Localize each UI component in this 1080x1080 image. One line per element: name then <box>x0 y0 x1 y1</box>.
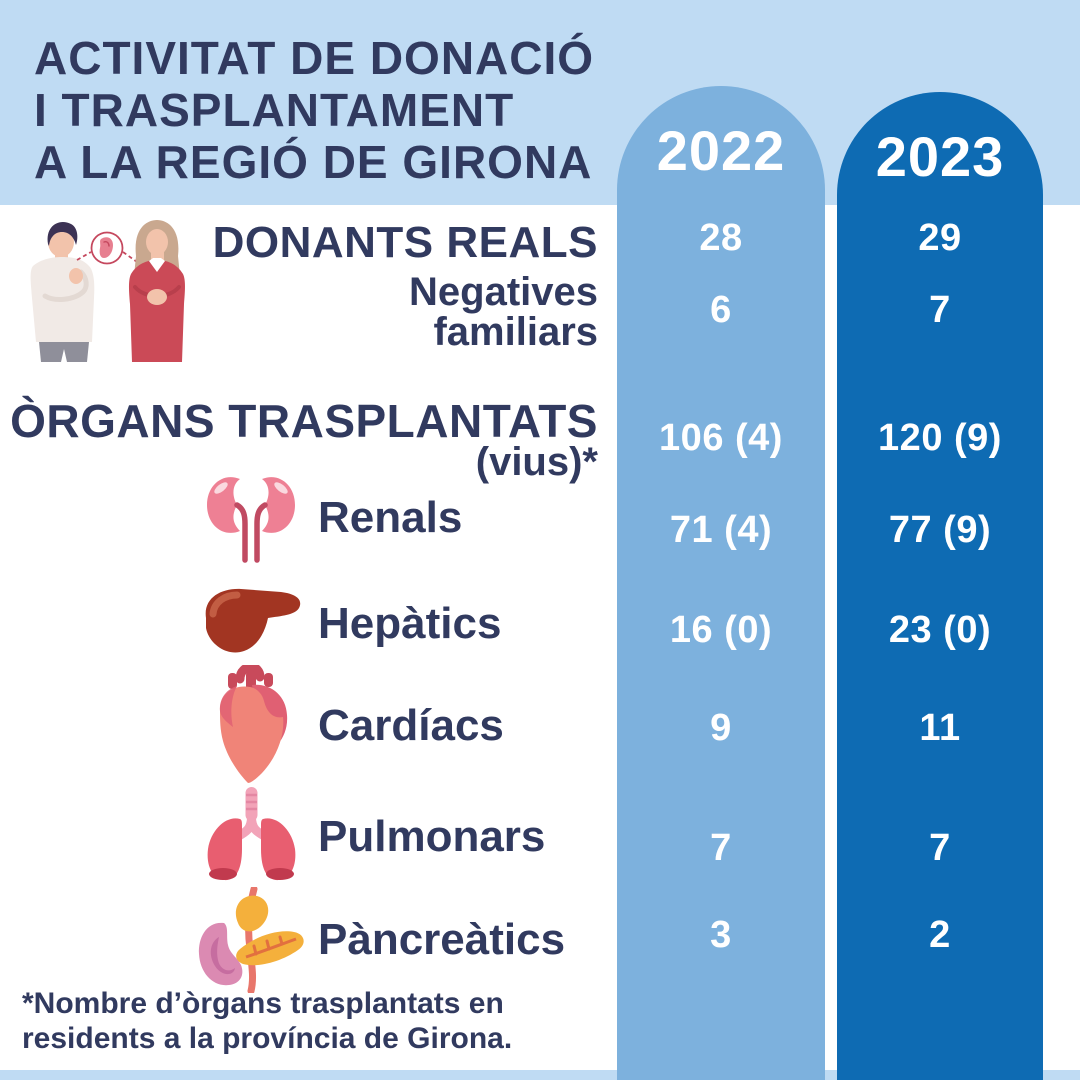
value-2022-renals: 71 (4) <box>669 509 773 551</box>
donated-organ-icon <box>77 233 137 264</box>
value-2022-hepatics: 16 (0) <box>669 609 773 651</box>
label-organs-trasplantats: ÒRGANS TRASPLANTATS <box>10 395 598 447</box>
footnote-line-2: residents a la província de Girona. <box>22 1022 513 1055</box>
lungs-icon <box>199 787 304 887</box>
donors-people-icon <box>15 212 201 362</box>
kidneys-icon <box>201 472 301 564</box>
organ-row-cardiacs <box>190 664 504 788</box>
title-line-3: A LA REGIÓ DE GIRONA <box>34 136 593 188</box>
value-2022-cardiacs: 9 <box>710 707 732 749</box>
page-title <box>34 32 594 188</box>
value-2022-negatives-familiars: 6 <box>710 289 732 331</box>
value-2022-pancreatics: 3 <box>710 914 732 956</box>
value-2023-hepatics: 23 (0) <box>888 609 992 651</box>
column-2023-header: 2023 <box>875 125 1005 188</box>
value-2023-donants-reals: 29 <box>918 217 962 259</box>
organ-label-pancreatics: Pàncreàtics <box>318 915 566 964</box>
label-negatives-line1: Negatives <box>409 270 598 314</box>
organ-label-hepatics: Hepàtics <box>318 599 502 648</box>
value-2022-pulmonars: 7 <box>710 827 732 869</box>
label-negatives-line2: familiars <box>433 310 598 354</box>
title-line-1: ACTIVITAT DE DONACIÓ <box>34 32 595 84</box>
label-negatives-familiars <box>409 272 598 352</box>
title-line-2: I TRASPLANTAMENT <box>34 84 515 136</box>
value-2022-donants-reals: 28 <box>699 217 743 259</box>
heart-icon <box>204 665 299 787</box>
organ-label-cardiacs: Cardíacs <box>318 701 504 750</box>
organ-row-renals <box>190 470 462 566</box>
footnote-line-1: *Nombre d’òrgans trasplantats en <box>22 987 504 1020</box>
pancreas-icon <box>194 887 309 993</box>
value-2023-pulmonars: 7 <box>929 827 951 869</box>
label-vius: (vius)* <box>475 440 598 484</box>
organ-row-pancreatics <box>190 886 565 994</box>
organ-row-hepatics <box>190 582 501 666</box>
column-2022-header: 2022 <box>656 119 786 182</box>
organ-row-pulmonars <box>190 786 545 888</box>
value-2023-cardiacs: 11 <box>919 707 961 749</box>
label-donants-reals: DONANTS REALS <box>212 218 598 267</box>
woman-figure <box>129 220 185 362</box>
value-2023-organs-trasplantats: 120 (9) <box>878 417 1002 459</box>
footnote <box>22 986 512 1056</box>
value-2023-pancreatics: 2 <box>929 914 951 956</box>
liver-icon <box>199 584 304 664</box>
man-figure <box>31 222 95 362</box>
value-2023-renals: 77 (9) <box>888 509 992 551</box>
organ-label-pulmonars: Pulmonars <box>318 812 546 861</box>
value-2023-negatives-familiars: 7 <box>929 289 951 331</box>
organ-label-renals: Renals <box>318 493 463 542</box>
value-2022-organs-trasplantats: 106 (4) <box>659 417 783 459</box>
